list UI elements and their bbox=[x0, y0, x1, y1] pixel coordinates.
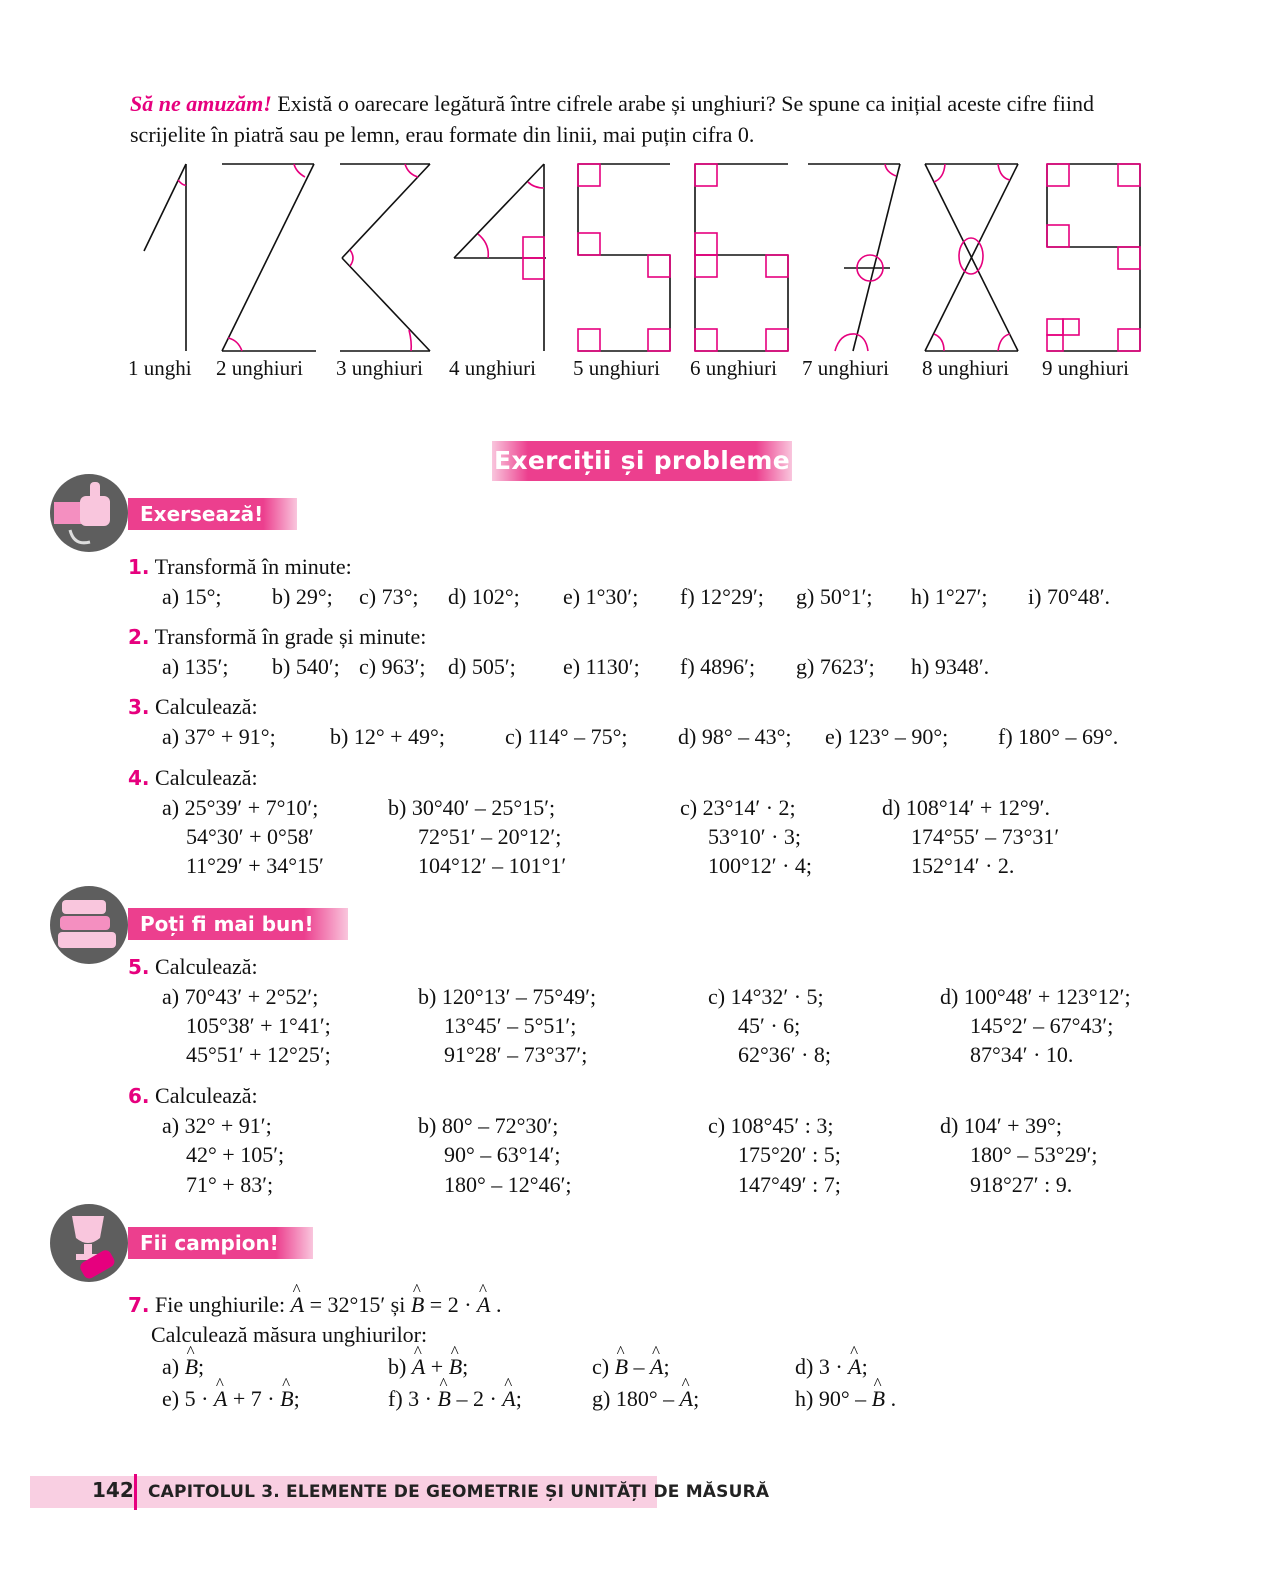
ex4-cell: 174°55′ – 73°31′ bbox=[911, 824, 1060, 849]
digit-label-2: 2 unghiuri bbox=[216, 356, 303, 380]
exercise-4-text: Calculează: bbox=[155, 765, 258, 790]
ex2-item: c) 963′; bbox=[359, 654, 426, 679]
angle-b-symbol: ^ B bbox=[411, 1290, 424, 1319]
angle-digits-illustration bbox=[128, 158, 1148, 358]
exercise-3-number: 3. bbox=[128, 695, 150, 719]
ex6-cell: 918°27′ : 9. bbox=[970, 1172, 1073, 1197]
ex4-cell: 104°12′ – 101°1′ bbox=[418, 853, 567, 878]
ex6-cell: 71° + 83′; bbox=[186, 1172, 274, 1197]
ex1-item: b) 29°; bbox=[272, 584, 333, 609]
angle-a-symbol: ^ A bbox=[848, 1352, 861, 1381]
exercise-4-title bbox=[128, 763, 258, 793]
digit-label-9: 9 unghiuri bbox=[1042, 356, 1129, 380]
exercise-1-text: Transformă în minute: bbox=[154, 554, 352, 579]
ex5-cell: b) 120°13′ – 75°49′; bbox=[418, 984, 597, 1009]
digit-4-figure bbox=[454, 164, 546, 351]
ex2-item: e) 1130′; bbox=[563, 654, 640, 679]
digit-label-4: 4 unghiuri bbox=[449, 356, 536, 380]
angle-b-symbol: ^ B bbox=[615, 1352, 628, 1381]
ex7-text: = 32°15′ și bbox=[304, 1292, 411, 1317]
ex1-item: d) 102°; bbox=[448, 584, 520, 609]
ex4-cell: d) 108°14′ + 12°9′. bbox=[882, 795, 1050, 820]
ex7-item-f: f) 3 · ^ B – 2 · ^ A; bbox=[388, 1384, 522, 1413]
books-stack-icon bbox=[50, 886, 128, 964]
ex1-item: f) 12°29′; bbox=[680, 584, 764, 609]
ex4-cell: 100°12′ · 4; bbox=[708, 853, 813, 878]
exercise-2-title bbox=[128, 622, 426, 652]
ex7-item-b: b) ^ A + ^ B; bbox=[388, 1352, 468, 1381]
section-label-exerseaza: Exersează! bbox=[128, 498, 297, 530]
exercise-1-title bbox=[128, 552, 352, 582]
ex5-cell: a) 70°43′ + 2°52′; bbox=[162, 984, 319, 1009]
intro-text: Există o oarecare legătură între cifrele arabe și unghiuri? Se spune ca inițial aceste cifre fiind scrijelite în piatră sau pe lemn, erau formate din linii, mai puțin cifra 0. bbox=[130, 91, 1094, 147]
exercise-4-number: 4. bbox=[128, 766, 150, 790]
ex6-cell: b) 80° – 72°30′; bbox=[418, 1113, 559, 1138]
ex4-cell: b) 30°40′ – 25°15′; bbox=[388, 795, 556, 820]
angle-a-symbol: ^ A bbox=[680, 1384, 693, 1413]
ex3-item: b) 12° + 49°; bbox=[330, 724, 445, 749]
angle-a-symbol: ^ A bbox=[412, 1352, 425, 1381]
ex4-cell: 72°51′ – 20°12′; bbox=[418, 824, 562, 849]
ex5-cell: c) 14°32′ · 5; bbox=[708, 984, 824, 1009]
ex6-cell: a) 32° + 91′; bbox=[162, 1113, 272, 1138]
angle-b-symbol: ^ B bbox=[185, 1352, 198, 1381]
ex2-item: a) 135′; bbox=[162, 654, 229, 679]
digit-label-3: 3 unghiuri bbox=[336, 356, 423, 380]
section-label-fii-campion: Fii campion! bbox=[128, 1227, 313, 1259]
ex4-cell: a) 25°39′ + 7°10′; bbox=[162, 795, 319, 820]
trophy-icon bbox=[50, 1204, 128, 1282]
angle-b-symbol: ^ B bbox=[449, 1352, 462, 1381]
angle-a-symbol: ^ A bbox=[650, 1352, 663, 1381]
ex1-item: i) 70°48′. bbox=[1028, 584, 1111, 609]
ex6-cell: 180° – 12°46′; bbox=[444, 1172, 572, 1197]
ex7-item-h: h) 90° – ^ B . bbox=[795, 1384, 896, 1413]
angle-a-symbol: ^ A bbox=[291, 1290, 304, 1319]
exercise-5-text: Calculează: bbox=[155, 954, 258, 979]
footer-divider bbox=[134, 1474, 137, 1510]
ex2-item: f) 4896′; bbox=[680, 654, 756, 679]
ex5-cell: 145°2′ – 67°43′; bbox=[970, 1013, 1114, 1038]
ex1-item: c) 73°; bbox=[359, 584, 419, 609]
ex5-cell: 13°45′ – 5°51′; bbox=[444, 1013, 577, 1038]
ex4-cell: 11°29′ + 34°15′ bbox=[186, 853, 324, 878]
ex6-cell: 175°20′ : 5; bbox=[738, 1142, 841, 1167]
angle-a-symbol: ^ A bbox=[502, 1384, 515, 1413]
ex4-cell: 152°14′ · 2. bbox=[911, 853, 1015, 878]
ex1-item: h) 1°27′; bbox=[911, 584, 988, 609]
digit-1-figure bbox=[144, 164, 186, 351]
digit-label-8: 8 unghiuri bbox=[922, 356, 1009, 380]
section-title: Exerciții și probleme bbox=[492, 441, 792, 481]
digit-label-7: 7 unghiuri bbox=[802, 356, 889, 380]
ex7-text: . bbox=[490, 1292, 502, 1317]
ex3-item: d) 98° – 43°; bbox=[678, 724, 792, 749]
ex7-item-d: d) 3 · ^ A; bbox=[795, 1352, 868, 1381]
intro-lead: Să ne amuzăm! bbox=[130, 91, 272, 116]
ex7-text: = 2 · bbox=[424, 1292, 478, 1317]
ex5-cell: 45°51′ + 12°25′; bbox=[186, 1042, 331, 1067]
exercise-3-text: Calculează: bbox=[155, 694, 258, 719]
ex4-cell: 54°30′ + 0°58′ bbox=[186, 824, 314, 849]
ex1-item: g) 50°1′; bbox=[796, 584, 873, 609]
ex6-cell: 147°49′ : 7; bbox=[738, 1172, 841, 1197]
digit-2-figure bbox=[222, 164, 316, 351]
ex6-cell: 90° – 63°14′; bbox=[444, 1142, 561, 1167]
thumbs-up-icon bbox=[50, 474, 128, 552]
exercise-1-number: 1. bbox=[128, 555, 150, 579]
ex5-cell: 105°38′ + 1°41′; bbox=[186, 1013, 331, 1038]
exercise-3-title bbox=[128, 692, 258, 722]
ex2-item: h) 9348′. bbox=[911, 654, 990, 679]
ex2-item: g) 7623′; bbox=[796, 654, 875, 679]
ex1-item: e) 1°30′; bbox=[563, 584, 639, 609]
ex7-item-e: e) 5 · ^ A + 7 · ^ B; bbox=[162, 1384, 300, 1413]
chapter-title: CAPITOLUL 3. ELEMENTE DE GEOMETRIE ȘI UNITĂȚI DE MĂSURĂ bbox=[148, 1482, 770, 1502]
digit-3-figure bbox=[340, 164, 430, 351]
exercise-6-number: 6. bbox=[128, 1084, 150, 1108]
ex1-item: a) 15°; bbox=[162, 584, 222, 609]
exercise-2-text: Transformă în grade și minute: bbox=[154, 624, 427, 649]
page-number: 142 bbox=[92, 1478, 134, 1502]
ex7-item-a: a) ^ B; bbox=[162, 1352, 204, 1381]
digit-5-figure bbox=[578, 164, 670, 351]
ex7-item-c: c) ^ B – ^ A; bbox=[592, 1352, 670, 1381]
angle-b-symbol: ^ B bbox=[872, 1384, 885, 1413]
section-label-poti-fi-mai-bun: Poți fi mai bun! bbox=[128, 908, 348, 940]
ex6-cell: 42° + 105′; bbox=[186, 1142, 285, 1167]
ex3-item: e) 123° – 90°; bbox=[825, 724, 949, 749]
digit-7-figure bbox=[808, 164, 900, 351]
exercise-2-number: 2. bbox=[128, 625, 150, 649]
angle-b-symbol: ^ B bbox=[280, 1384, 293, 1413]
digit-8-figure bbox=[925, 164, 1018, 351]
exercise-7-number: 7. bbox=[128, 1293, 150, 1317]
digit-6-figure bbox=[695, 164, 788, 351]
digit-label-6: 6 unghiuri bbox=[690, 356, 777, 380]
exercise-6-title bbox=[128, 1081, 258, 1111]
ex2-item: d) 505′; bbox=[448, 654, 516, 679]
ex7-item-g: g) 180° – ^ A; bbox=[592, 1384, 699, 1413]
angle-a-symbol: ^ A bbox=[214, 1384, 227, 1413]
exercise-7-line-2: Calculează măsura unghiurilor: bbox=[151, 1322, 428, 1347]
exercise-7-line-1 bbox=[128, 1290, 501, 1320]
ex6-cell: c) 108°45′ : 3; bbox=[708, 1113, 834, 1138]
intro-paragraph bbox=[130, 88, 1160, 150]
ex5-cell: 45′ · 6; bbox=[738, 1013, 801, 1038]
ex2-item: b) 540′; bbox=[272, 654, 340, 679]
digit-9-figure bbox=[1047, 164, 1140, 351]
ex5-cell: 91°28′ – 73°37′; bbox=[444, 1042, 588, 1067]
ex5-cell: 87°34′ · 10. bbox=[970, 1042, 1074, 1067]
exercise-5-number: 5. bbox=[128, 955, 150, 979]
exercise-5-title bbox=[128, 952, 258, 982]
digit-label-1: 1 unghi bbox=[128, 356, 192, 380]
ex5-cell: 62°36′ · 8; bbox=[738, 1042, 832, 1067]
ex3-item: a) 37° + 91°; bbox=[162, 724, 276, 749]
angle-b-symbol: ^ B bbox=[437, 1384, 450, 1413]
ex5-cell: d) 100°48′ + 123°12′; bbox=[940, 984, 1131, 1009]
ex6-cell: d) 104′ + 39°; bbox=[940, 1113, 1062, 1138]
angle-a-symbol: ^ A bbox=[477, 1290, 490, 1319]
ex7-text: Fie unghiurile: bbox=[155, 1292, 291, 1317]
ex4-cell: 53°10′ · 3; bbox=[708, 824, 802, 849]
exercise-6-text: Calculează: bbox=[155, 1083, 258, 1108]
ex4-cell: c) 23°14′ · 2; bbox=[680, 795, 796, 820]
ex6-cell: 180° – 53°29′; bbox=[970, 1142, 1098, 1167]
digit-label-5: 5 unghiuri bbox=[573, 356, 660, 380]
ex3-item: f) 180° – 69°. bbox=[998, 724, 1119, 749]
ex3-item: c) 114° – 75°; bbox=[505, 724, 628, 749]
